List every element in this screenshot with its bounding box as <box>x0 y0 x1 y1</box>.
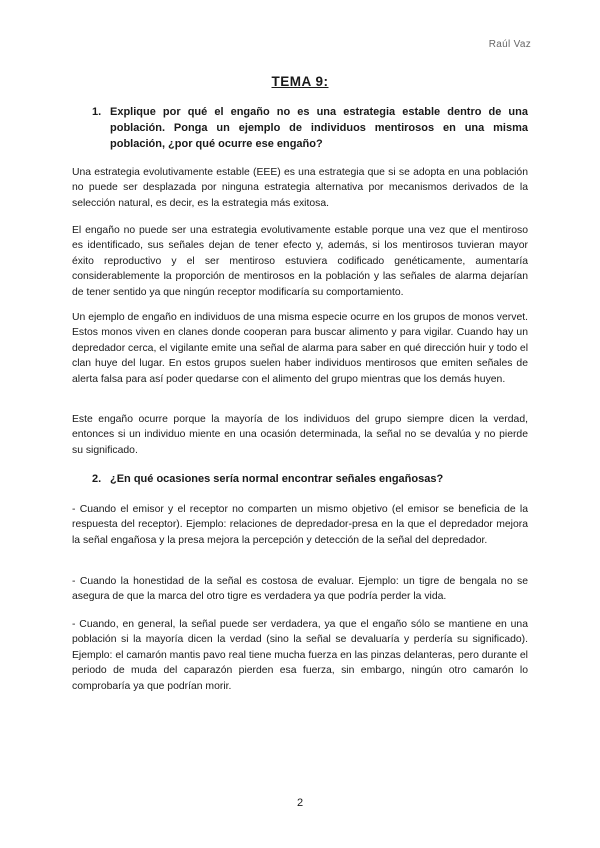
paragraph-eee-definition: Una estrategia evolutivamente estable (EEE) es una estrategia que si se adopta en una población no puede ser desplazada por ninguna estrategia alternativa por mecanismos derivados de la selección natural, es decir, es la estrategia más exitosa. <box>72 167 528 209</box>
question-text: Explique por qué el engaño no es una estrategia estable dentro de una población. Ponga un ejemplo de individuos mentirosos en una misma población, ¿por qué ocurre ese engaño? <box>110 106 528 150</box>
paragraph-case-different-goals: - Cuando el emisor y el receptor no comparten un mismo objetivo (el emisor se beneficia de la respuesta del receptor). Ejemplo: relaciones de depredador-presa en la que el depredador mejora la señal engañosa y la presa mejora la percepción y detección de la señal del depredador. <box>72 504 528 546</box>
page-title: TEMA 9: <box>271 74 329 89</box>
page-number: 2 <box>296 797 304 809</box>
paragraph-why-deception: Este engaño ocurre porque la mayoría de los individuos del grupo siempre dicen la verdad, entonces si un individuo miente en una ocasión determinada, la señal no se devalúa y no pierde su significado. <box>72 414 528 456</box>
paragraph-vervet-example: Un ejemplo de engaño en individuos de una misma especie ocurre en los grupos de monos vervet. Estos monos viven en clanes donde cooperan para buscar alimento y para vigilar. Cuando hay un depredador cerca, el vigilante emite una señal de alarma para saber en qué dirección huir y todo el clan huye del lugar. En estos grupos suelen haber individuos mentirosos que emiten señales de alerta falsa para así poder quedarse con el alimento del grupo mientras que los demás huyen. <box>72 312 528 385</box>
author-name: Raúl Vaz <box>488 39 531 50</box>
question-1 <box>92 104 528 152</box>
question-number: 2. <box>92 473 102 485</box>
question-number: 1. <box>92 106 102 118</box>
question-2 <box>92 471 528 487</box>
paragraph-deception-unstable: El engaño no puede ser una estrategia evolutivamente estable porque una vez que el mentiroso es identificado, sus señales dejan de tener efecto y, además, si los mentirosos tuvieran mayor éxito reproductivo y el ser mentiroso estuviera codificado genéticamente, aumentaría considerablemente la proporción de mentirosos en la población y las señales de alarma dejarían de tener sentido ya que ningún receptor modificaría su comportamiento. <box>72 225 528 298</box>
paragraph-case-mostly-true: - Cuando, en general, la señal puede ser verdadera, ya que el engaño sólo se mantiene en una población si la mayoría dicen la verdad (sino la señal se devaluaría y perdería su significado). Ejemplo: el camarón mantis pavo real tiene mucha fuerza en las pinzas delanteras, pero durante el periodo de muda del caparazón pierden esa fuerza, sin embargo, ningún otro camarón lo comprobaría ya que podrían morir. <box>72 619 528 692</box>
question-text: ¿En qué ocasiones sería normal encontrar señales engañosas? <box>110 473 444 485</box>
paragraph-case-costly-honesty: - Cuando la honestidad de la señal es costosa de evaluar. Ejemplo: un tigre de bengala no se asegura de que la marca del otro tigre es verdadera ya que podría perder la vida. <box>72 576 528 603</box>
